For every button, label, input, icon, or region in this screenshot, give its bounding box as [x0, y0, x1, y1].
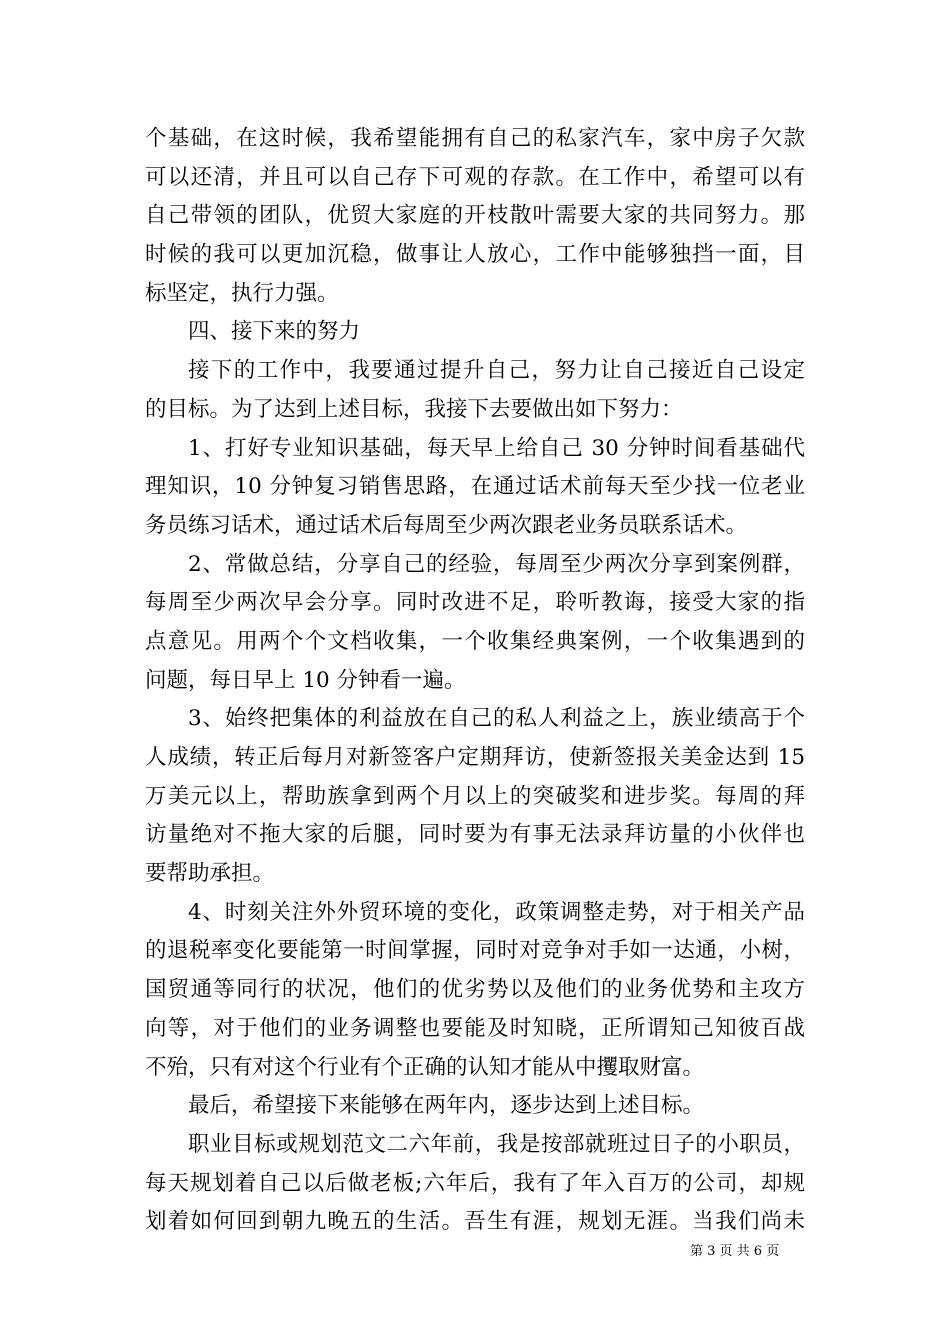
text-line: 人成绩，转正后每月对新签客户定期拜访，使新签报关美金达到 15 — [145, 745, 805, 770]
text-line: 不殆，只有对这个行业有个正确的认知才能从中攫取财富。 — [145, 1054, 705, 1080]
section-heading: 四、接下来的努力 — [188, 319, 361, 345]
list-item-line: 2、常做总结，分享自己的经验，每周至少两次分享到案例群， — [188, 551, 805, 577]
text-line: 点意见。用两个个文档收集，一个收集经典案例，一个收集遇到的 — [145, 628, 805, 654]
text-line: 自己带领的团队，优贸大家庭的开枝散叶需要大家的共同努力。那 — [145, 203, 805, 229]
text-line: 时候的我可以更加沉稳，做事让人放心，工作中能够独挡一面，目 — [145, 242, 805, 268]
text-line: 每天规划着自己以后做老板;六年后，我有了年入百万的公司，却规 — [145, 1170, 805, 1196]
text-line: 接下的工作中，我要通过提升自己，努力让自己接近自己设定 — [188, 358, 805, 384]
text-line: 万美元以上，帮助族拿到两个月以上的突破奖和进步奖。每周的拜 — [145, 783, 805, 809]
text-line: 务员练习话术，通过话术后每周至少两次跟老业务员联系话术。 — [145, 512, 748, 538]
text-line: 划着如何回到朝九晚五的生活。吾生有涯，规划无涯。当我们尚未 — [145, 1209, 805, 1235]
list-item-line: 3、始终把集体的利益放在自己的私人利益之上，族业绩高于个 — [188, 706, 805, 732]
list-item-line: 1、打好专业知识基础，每天早上给自己 30 分钟时间看基础代 — [188, 435, 805, 461]
text-line: 访量绝对不拖大家的后腿，同时要为有事无法录拜访量的小伙伴也 — [145, 822, 805, 848]
list-item-line: 4、时刻关注外外贸环境的变化，政策调整走势，对于相关产品 — [188, 899, 805, 925]
text-line: 的退税率变化要能第一时间掌握，同时对竞争对手如一达通，小树， — [145, 938, 805, 964]
text-line: 的目标。为了达到上述目标，我接下去要做出如下努力： — [145, 396, 683, 422]
document-body — [145, 120, 805, 1242]
text-line: 理知识，10 分钟复习销售思路，在通过话术前每天至少找一位老业 — [145, 474, 805, 500]
text-line: 可以还清，并且可以自己存下可观的存款。在工作中，希望可以有 — [145, 164, 805, 190]
text-line: 标坚定，执行力强。 — [145, 280, 339, 306]
text-line: 要帮助承担。 — [145, 861, 275, 887]
text-line: 最后，希望接下来能够在两年内，逐步达到上述目标。 — [188, 1093, 705, 1119]
text-line: 向等，对于他们的业务调整也要能及时知晓，正所谓知己知彼百战 — [145, 1015, 805, 1041]
page-number: 第 3 页 共 6 页 — [690, 1244, 780, 1259]
text-line: 职业目标或规划范文二六年前，我是按部就班过日子的小职员， — [188, 1131, 805, 1157]
text-line: 国贸通等同行的状况，他们的优劣势以及他们的业务优势和主攻方 — [145, 977, 805, 1003]
text-line: 每周至少两次早会分享。同时改进不足，聆听教诲，接受大家的指 — [145, 590, 805, 616]
text-line: 个基础，在这时候，我希望能拥有自己的私家汽车，家中房子欠款 — [145, 126, 805, 151]
text-line: 问题，每日早上 10 分钟看一遍。 — [145, 667, 466, 693]
